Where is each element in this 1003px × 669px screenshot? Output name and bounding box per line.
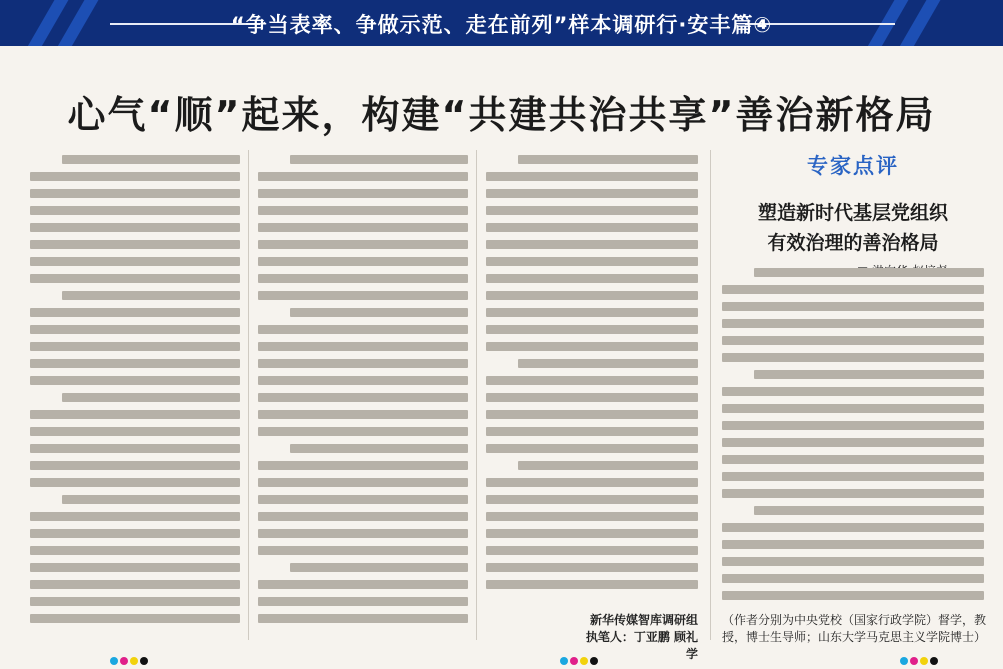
text-line	[30, 206, 240, 215]
text-line	[258, 597, 468, 606]
column-divider	[248, 150, 249, 640]
text-line	[258, 206, 468, 215]
text-line	[486, 444, 698, 453]
text-line	[486, 495, 698, 504]
column-divider	[476, 150, 477, 640]
text-line	[486, 240, 698, 249]
text-line	[486, 308, 698, 317]
text-line	[722, 319, 984, 328]
text-line	[258, 274, 468, 283]
text-line	[258, 529, 468, 538]
text-line	[30, 597, 240, 606]
text-line	[722, 404, 984, 413]
article-column-2	[258, 155, 468, 631]
text-line	[30, 444, 240, 453]
masthead-band	[0, 0, 1003, 46]
text-line	[722, 540, 984, 549]
text-line	[486, 325, 698, 334]
text-line	[754, 268, 984, 277]
text-line	[258, 614, 468, 623]
unreadable-text	[486, 155, 698, 589]
text-line	[30, 189, 240, 198]
text-line	[722, 591, 984, 600]
unreadable-text	[258, 155, 468, 623]
text-line	[258, 223, 468, 232]
expert-label: 专家点评	[807, 154, 899, 178]
author-credit	[722, 612, 992, 646]
print-registration-marks	[900, 657, 938, 665]
text-line	[258, 342, 468, 351]
expert-title-line: 塑造新时代基层党组织	[757, 202, 948, 224]
text-line	[722, 421, 984, 430]
text-line	[722, 472, 984, 481]
text-line	[486, 563, 698, 572]
text-line	[486, 512, 698, 521]
text-line	[258, 427, 468, 436]
text-line	[486, 546, 698, 555]
research-credit	[580, 612, 698, 663]
text-line	[722, 523, 984, 532]
text-line	[754, 370, 984, 379]
text-line	[258, 359, 468, 368]
text-line	[722, 302, 984, 311]
text-line	[30, 308, 240, 317]
text-line	[258, 478, 468, 487]
expert-title	[728, 198, 978, 258]
text-line	[722, 557, 984, 566]
text-line	[258, 512, 468, 521]
text-line	[62, 155, 240, 164]
text-line	[722, 574, 984, 583]
text-line	[486, 189, 698, 198]
text-line	[722, 336, 984, 345]
text-line	[258, 240, 468, 249]
text-line	[486, 206, 698, 215]
text-line	[30, 376, 240, 385]
text-line	[30, 223, 240, 232]
text-line	[30, 427, 240, 436]
unreadable-text	[30, 155, 240, 623]
text-line	[722, 387, 984, 396]
print-registration-marks	[560, 657, 598, 665]
masthead-title: “争当表率、争做示范、走在前列”样本调研行·安丰篇④	[230, 13, 773, 37]
text-line	[30, 325, 240, 334]
text-line	[258, 257, 468, 266]
text-line	[258, 189, 468, 198]
text-line	[258, 580, 468, 589]
text-line	[722, 285, 984, 294]
text-line	[486, 172, 698, 181]
text-line	[722, 353, 984, 362]
article-column-3	[486, 155, 698, 597]
expert-title-line: 有效治理的善治格局	[767, 232, 939, 254]
text-line	[62, 495, 240, 504]
text-line	[486, 393, 698, 402]
text-line	[518, 155, 698, 164]
text-line	[722, 455, 984, 464]
text-line	[258, 376, 468, 385]
text-line	[30, 563, 240, 572]
unreadable-text	[722, 268, 984, 600]
text-line	[258, 291, 468, 300]
text-line	[258, 325, 468, 334]
credit-line: 新华传媒智库调研组	[589, 613, 698, 627]
credit-line: （作者分别为中央党校（国家行政学院）督学，教	[722, 613, 987, 627]
text-line	[30, 546, 240, 555]
text-line	[290, 155, 468, 164]
expert-commentary	[728, 150, 978, 279]
text-line	[486, 580, 698, 589]
text-line	[30, 410, 240, 419]
text-line	[62, 393, 240, 402]
text-line	[30, 461, 240, 470]
text-line	[518, 461, 698, 470]
text-line	[258, 546, 468, 555]
print-registration-marks	[110, 657, 148, 665]
text-line	[30, 359, 240, 368]
credit-line: 授，博士生导师；山东大学马克思主义学院博士）	[722, 630, 987, 644]
text-line	[258, 410, 468, 419]
article-column-1	[30, 155, 240, 631]
text-line	[30, 342, 240, 351]
text-line	[30, 512, 240, 521]
text-line	[30, 580, 240, 589]
text-line	[290, 308, 468, 317]
text-line	[290, 444, 468, 453]
credit-line: 执笔人：丁亚鹏 顾礼学	[585, 630, 698, 661]
text-line	[258, 495, 468, 504]
column-divider	[710, 150, 711, 640]
text-line	[486, 410, 698, 419]
text-line	[62, 291, 240, 300]
text-line	[486, 257, 698, 266]
text-line	[754, 506, 984, 515]
text-line	[486, 478, 698, 487]
text-line	[486, 223, 698, 232]
text-line	[258, 393, 468, 402]
text-line	[30, 478, 240, 487]
text-line	[30, 614, 240, 623]
text-line	[30, 274, 240, 283]
text-line	[486, 529, 698, 538]
text-line	[258, 461, 468, 470]
text-line	[486, 342, 698, 351]
expert-body	[722, 268, 984, 608]
text-line	[258, 172, 468, 181]
text-line	[30, 172, 240, 181]
text-line	[30, 257, 240, 266]
text-line	[30, 240, 240, 249]
text-line	[486, 291, 698, 300]
text-line	[30, 529, 240, 538]
text-line	[722, 438, 984, 447]
text-line	[486, 274, 698, 283]
text-line	[722, 489, 984, 498]
page-headline: 心气“顺”起来，构建“共建共治共享”善治新格局	[67, 93, 936, 137]
text-line	[486, 427, 698, 436]
text-line	[518, 359, 698, 368]
text-line	[290, 563, 468, 572]
text-line	[486, 376, 698, 385]
